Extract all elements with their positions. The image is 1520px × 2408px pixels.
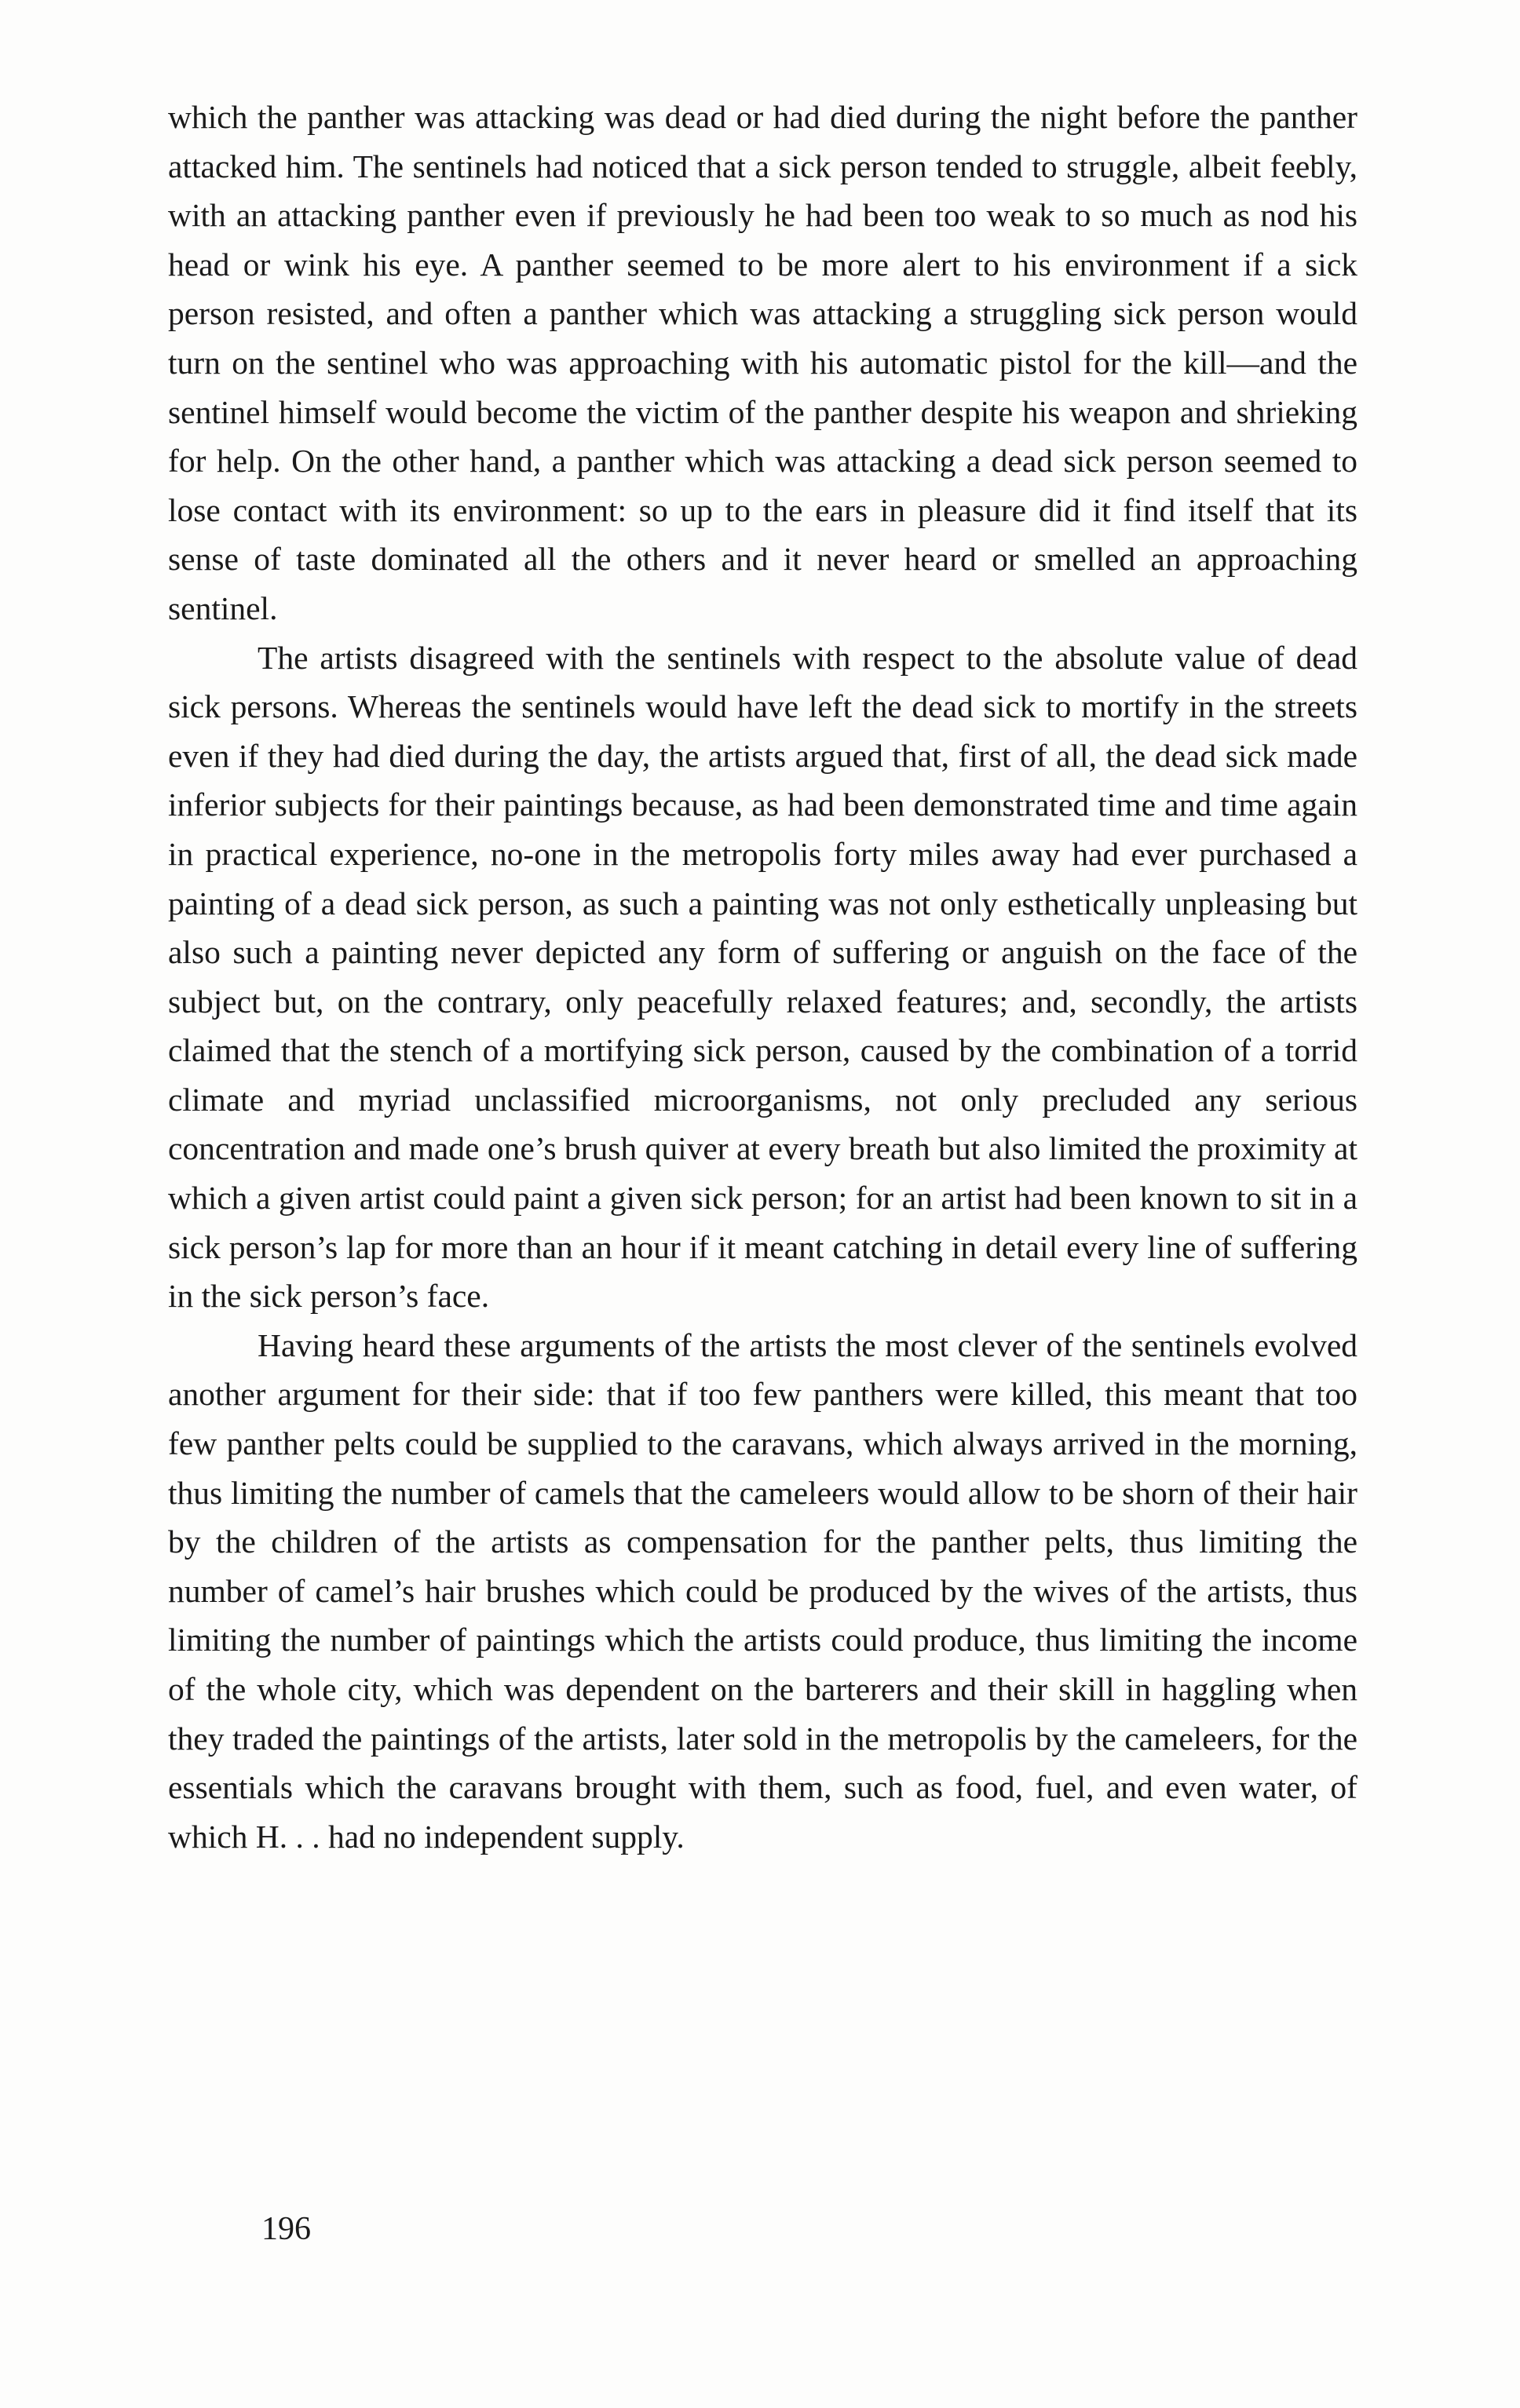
paragraph-artists-disagreed: The artists disagreed with the sentinels with respect to the absolute value of dead sick persons. Whereas the sentinels would have left the dead sick to mortify in the streets even if they had died during the day, the artists argued that, first of all, the dead sick made inferior subjects for their paintings because, as had been demonstrated time and time again in practical experience, no-one in the metropolis forty miles away had ever purchased a painting of a dead sick person, as such a painting was not only esthetically unpleasing but also such a painting never depicted any form of suffering or anguish on the face of the subject but, on the contrary, only peacefully relaxed features; and, secondly, the artists claimed that the stench of a mortifying sick person, caused by the combination of a torrid climate and myriad unclassified microorganisms, not only precluded any serious concentration and made one’s brush quiver at every breath but also limited the proximity at which a given artist could paint a given sick person; for an artist had been known to sit in a sick person’s lap for more than an hour if it meant catching in detail every line of suffering in the sick person’s face. <box>168 639 1357 1315</box>
paragraph-sentinels-argument: Having heard these arguments of the artists the most clever of the sentinels evolved another argument for their side: that if too few panthers were killed, this meant that too few panther pelts could be supplied to the caravans, which always arrived in the morning, thus limiting the number of camels that the cameleers would allow to be shorn of their hair by the children of the artists as compensation for the panther pelts, thus limiting the number of camel’s hair brushes which could be produced by the wives of the artists, thus limiting the number of paintings which the artists could produce, thus limiting the income of the whole city, which was dependent on the barterers and their skill in haggling when they traded the paintings of the artists, later sold in the metropolis by the cameleers, for the essentials which the caravans brought with them, such as food, fuel, and even water, of which H. . . had no independent supply. <box>168 1326 1357 1855</box>
body-text <box>168 93 1357 1861</box>
paragraph-continued: which the panther was attacking was dead or had died during the night before the panther attacked him. The sentinels had noticed that a sick person tended to struggle, albeit feebly, with an attacking panther even if previously he had been too weak to so much as nod his head or wink his eye. A panther seemed to be more alert to his environment if a sick person resisted, and often a panther which was attacking a struggling sick person would turn on the sentinel who was approaching with his automatic pistol for the kill—and the sentinel himself would become the victim of the panther despite his weapon and shrieking for help. On the other hand, a panther which was attacking a dead sick person seemed to lose contact with its environment: so up to the ears in pleasure did it find itself that its sense of taste dominated all the others and it never heard or smelled an approaching sentinel. <box>168 99 1357 626</box>
page-number: 196 <box>261 2211 311 2247</box>
